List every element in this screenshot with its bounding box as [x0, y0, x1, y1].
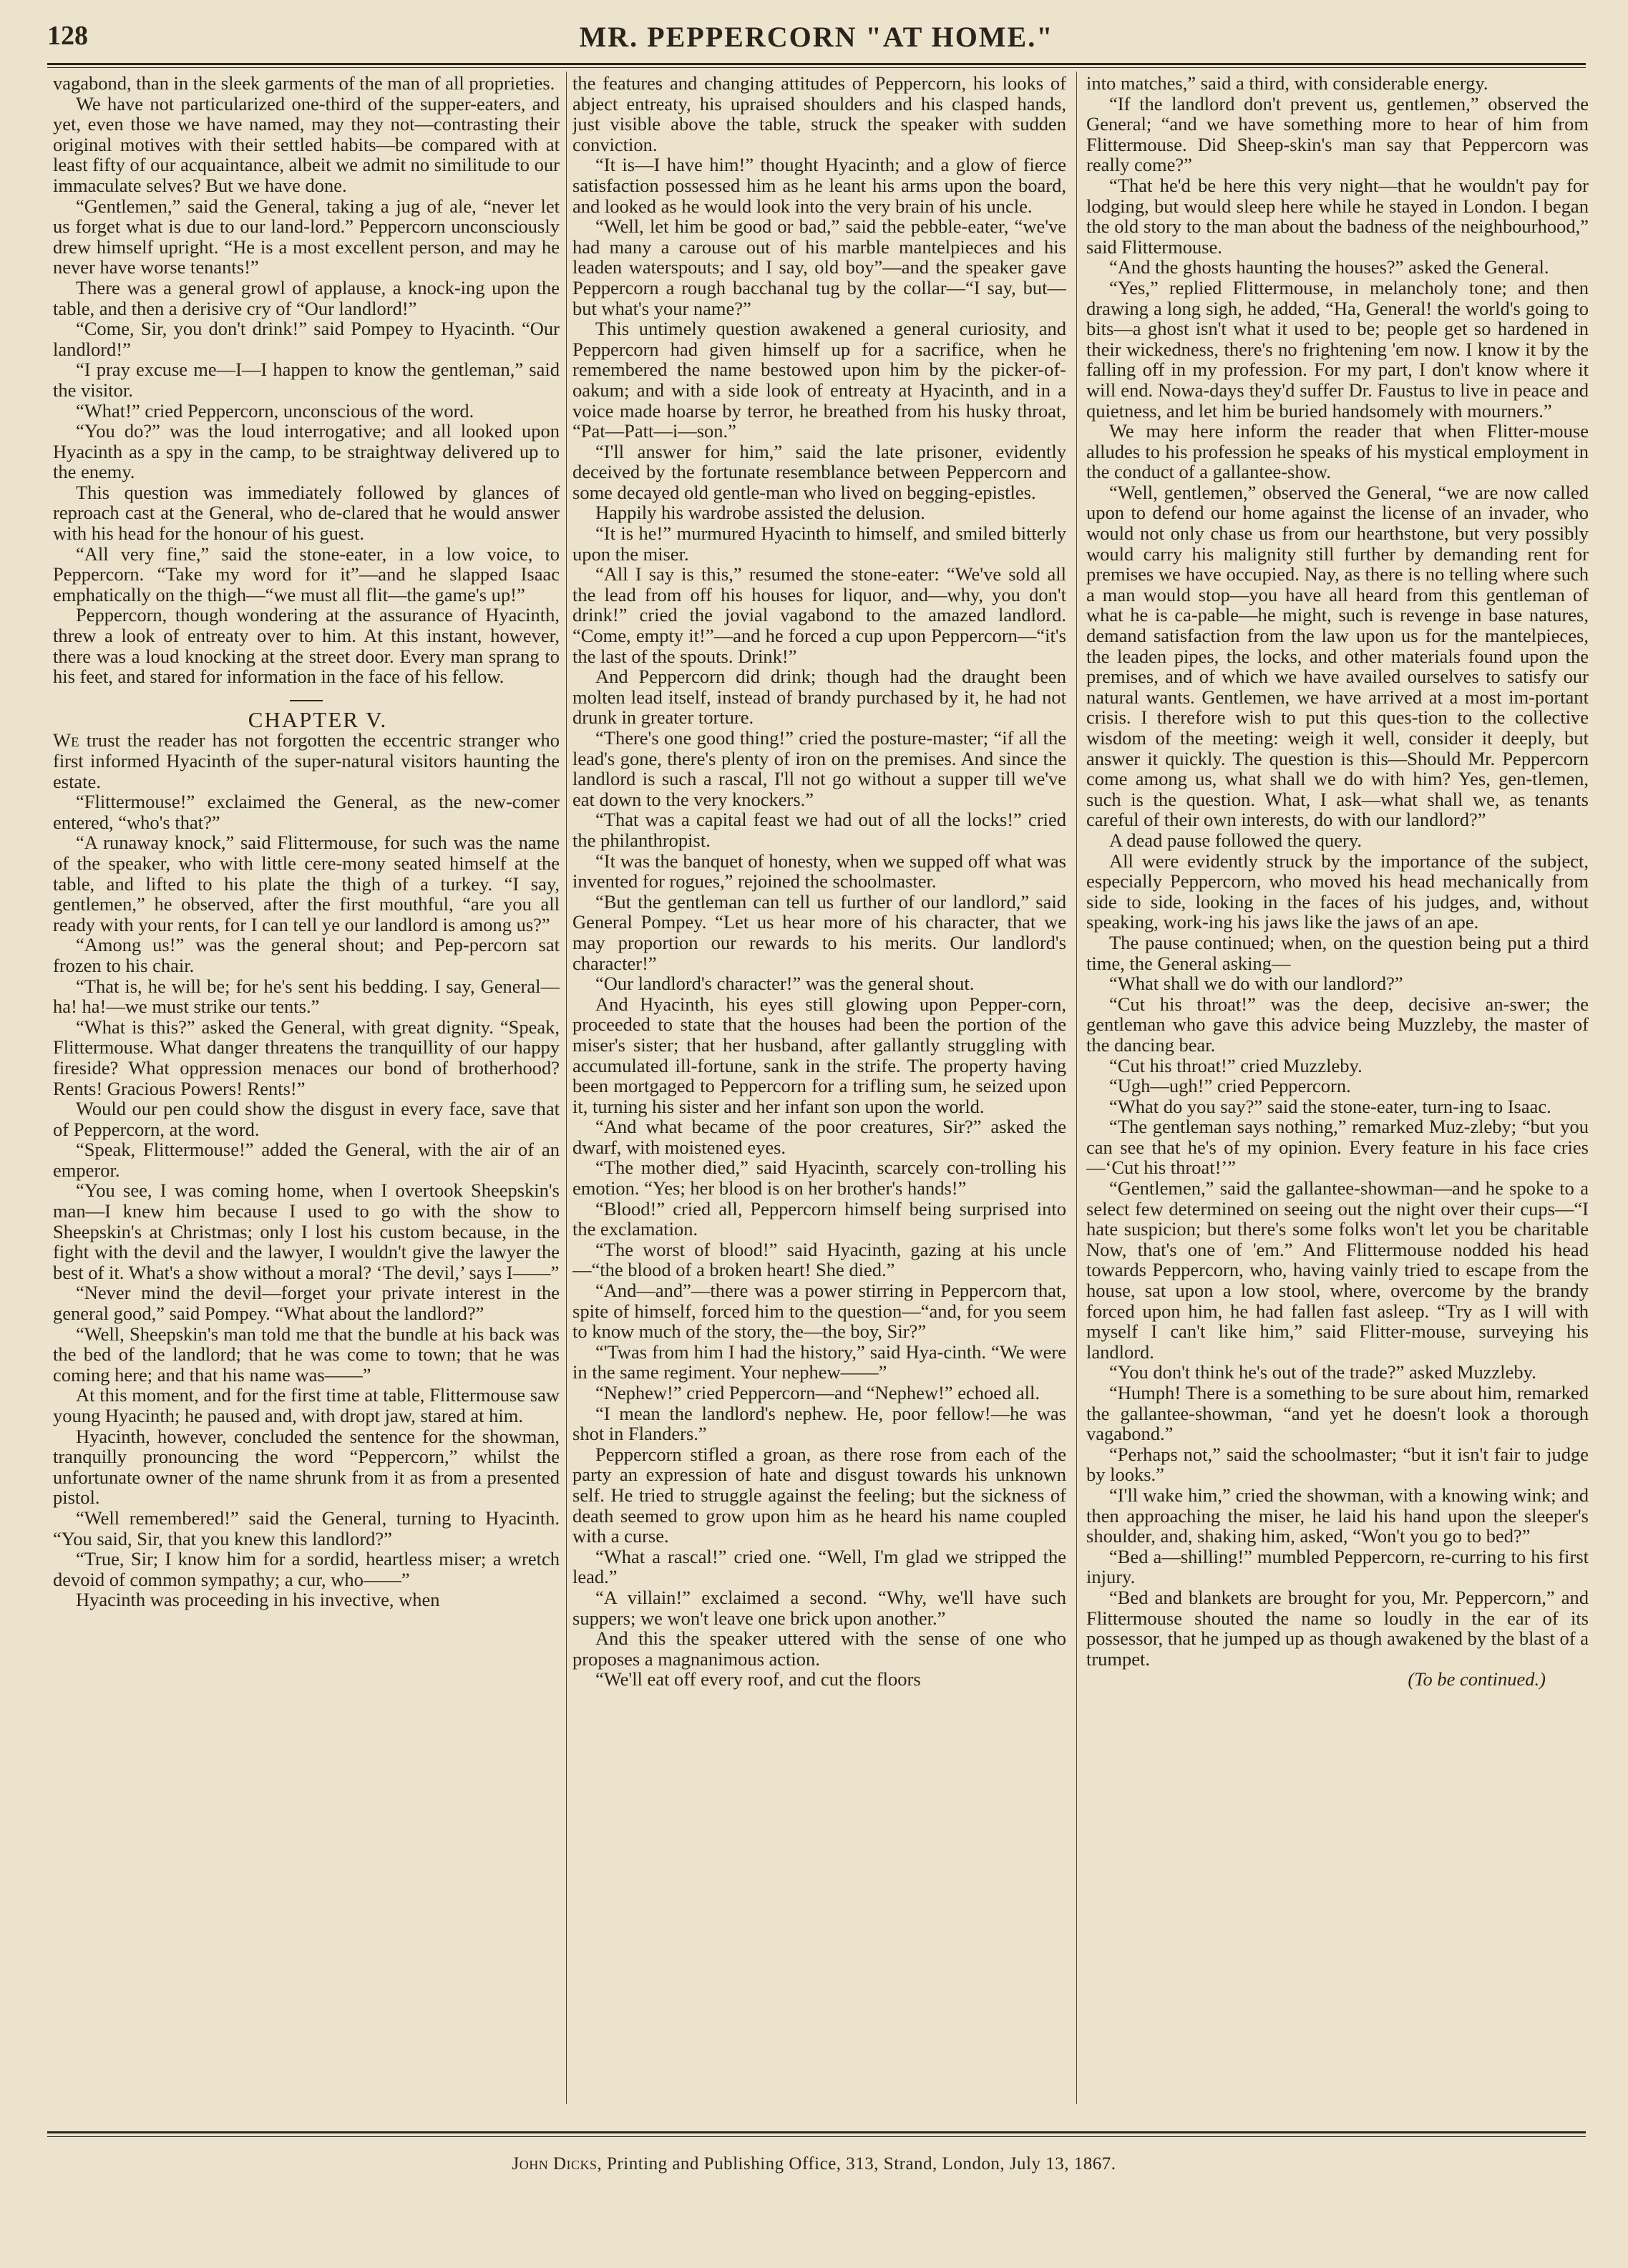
paragraph: Peppercorn stifled a groan, as there rose from each of the party an expression of hate and disgust towards his unknown self. He tried to struggle against the feeling; but the sickness of death seemed to grow upon him as he heard his name coupled with a curse.	[572, 1443, 1066, 1547]
publisher-name: John Dicks,	[512, 2154, 603, 2174]
page-header	[47, 14, 1586, 64]
chapter-divider	[290, 700, 323, 701]
paragraph: “Well, Sheepskin's man told me that the bundle at his back was the bed of the landlord; that he was come to town; that he was coming here; and that his name was——”	[53, 1323, 560, 1386]
paragraph: And Hyacinth, his eyes still glowing upon Pepper-corn, proceeded to state that the houses had been the portion of the miser's sister; that her husband, after gallantly struggling with accumulated ill-fortune, sank in the strife. The property having been mortgaged to Peppercorn for a trifling sum, he seized upon it, turning his sister and her infant son upon the world.	[572, 993, 1066, 1117]
page-number: 128	[47, 21, 88, 51]
paragraph: “All very fine,” said the stone-eater, in a low voice, to Peppercorn. “Take my word for it”—and he slapped Isaac emphatically on the thigh—“we must all flit—the game's up!”	[53, 542, 560, 605]
header-rule-thin	[47, 67, 1586, 68]
chapter-opening-word: We	[53, 729, 79, 751]
paragraph: “The worst of blood!” said Hyacinth, gazing at his uncle—“the blood of a broken heart! She died.”	[572, 1238, 1066, 1281]
paragraph: “The gentleman says nothing,” remarked Muz-zleby; “but you can see that he's of my opinion. Every feature in his face cries—‘Cut his throat!’”	[1086, 1116, 1589, 1179]
paragraph: We may here inform the reader that when Flitter-mouse alludes to his profession he speaks of his mystical employment in the conduct of a gallantee-show.	[1086, 420, 1589, 483]
paragraph: “What a rascal!” cried one. “Well, I'm glad we stripped the lead.”	[572, 1545, 1066, 1588]
paragraph: This untimely question awakened a general curiosity, and Peppercorn had given himself up for a sacrifice, when he remembered the name bestowed upon him by the picker-of-oakum; and with a side look of entreaty at Hyacinth, and in a voice made hoarse by terror, he breathed from his husky throat, “Pat—Patt—i—son.”	[572, 318, 1066, 442]
paragraph: “'Twas from him I had the history,” said Hya-cinth. “We were in the same regiment. Your nephew——”	[572, 1340, 1066, 1383]
paragraph: “Nephew!” cried Peppercorn—and “Nephew!” echoed all.	[595, 1382, 1040, 1403]
paragraph: “Gentlemen,” said the gallantee-showman—and he spoke to a select few determined on seeing out the night over their cups—“I hate suspicion; but there's some folks won't let you be charitable Now, that's one of 'em.” And Flittermouse nodded his head towards Peppercorn, who, having vainly tried to escape from the house, sat upon a low stool, where, overcome by the brandy forced upon him, he had fallen fast asleep. “Try as I will with myself I can't like him,” said Flitter-mouse, surveying his landlord.	[1086, 1177, 1589, 1363]
paragraph: A dead pause followed the query.	[1109, 829, 1362, 851]
paragraph: “We'll eat off every roof, and cut the floors	[595, 1668, 921, 1690]
paragraph: “But the gentleman can tell us further of our landlord,” said General Pompey. “Let us hear more of his character, that we may proportion our rewards to his merits. Our landlord's character!”	[572, 890, 1066, 974]
paragraph: “Never mind the devil—forget your private interest in the general good,” said Pompey. “What about the landlord?”	[53, 1282, 560, 1325]
paragraph: into matches,” said a third, with considerable energy.	[1086, 73, 1488, 94]
paragraph: vagabond, than in the sleek garments of the man of all proprieties.	[53, 73, 555, 94]
running-title: MR. PEPPERCORN "AT HOME."	[579, 21, 1054, 53]
paragraph: “It was the banquet of honesty, when we supped off what was invented for rogues,” rejoined the schoolmaster.	[572, 850, 1066, 892]
paragraph: Would our pen could show the disgust in every face, save that of Peppercorn, at the word.	[53, 1098, 560, 1140]
paragraph: “That was a capital feast we had out of all the locks!” cried the philanthropist.	[572, 809, 1066, 851]
paragraph: At this moment, and for the first time at table, Flittermouse saw young Hyacinth; he paused and, with dropt jaw, stared at him.	[53, 1384, 560, 1426]
paragraph: “Well, gentlemen,” observed the General, “we are now called upon to defend our home against the license of an invader, who would not only chase us from our hearthstone, but very possibly would carry his malignity still further by demanding rent for premises we have occupied. Nay, as there is no telling where such a man would stop—you have all heard from this gentleman of what he is ca-pable—he might, such is revenge in base natures, demand satisfaction from the law upon us for the mantelpieces, the leaden pipes, the locks, and other materials found upon the premises, and of which we have availed ourselves to satisfy our natural wants. Gentlemen, we have arrived at a most im-portant crisis. I therefore wish to put this ques-tion to the collective wisdom of the meeting: weigh it well, consider it deeply, but answer it quickly. The question is this—Should Mr. Peppercorn come among us, what shall we do with him? Yes, gen-tlemen, such is the question. What, I ask—what shall we, as tenants careful of their own interests, do with our landlord?”	[1086, 481, 1589, 831]
paragraph: “You don't think he's out of the trade?” asked Muzzleby.	[1109, 1361, 1536, 1383]
column-3	[1086, 73, 1589, 2106]
paragraph: the features and changing attitudes of Peppercorn, his looks of abject entreaty, his upraised shoulders and his clasped hands, just visible above the table, struck the speaker with sudden conviction.	[572, 73, 1066, 155]
paragraph: All were evidently struck by the importance of the subject, especially Peppercorn, who moved his head mechanically from side to side, looking in the faces of his judges, and, without speaking, work-ing his jaws like the jaws of an ape.	[1086, 850, 1589, 933]
paragraph: “What shall we do with our landlord?”	[1109, 973, 1403, 995]
paragraph: There was a general growl of applause, a knock-ing upon the table, and then a derisive cry of “Our landlord!”	[53, 276, 560, 319]
paragraph: “It is—I have him!” thought Hyacinth; and a glow of fierce satisfaction possessed him as he leant his arms upon the board, and looked as he would look into the very brain of his uncle.	[572, 154, 1066, 217]
paragraph: “Bed a—shilling!” mumbled Peppercorn, re-curring to his first injury.	[1086, 1545, 1589, 1588]
paragraph: “And—and”—there was a power stirring in Peppercorn that, spite of himself, forced him to the question—“and, for you seem to know much of the story, the—the boy, Sir?”	[572, 1280, 1066, 1343]
paragraph: Hyacinth, however, concluded the sentence for the showman, tranquilly pronouncing the word “Peppercorn,” whilst the unfortunate owner of the name shrunk from it as from a presented pistol.	[53, 1425, 560, 1509]
paragraph: “Perhaps not,” said the schoolmaster; “but it isn't fair to judge by looks.”	[1086, 1443, 1589, 1486]
paragraph: “It is he!” murmured Hyacinth to himself, and smiled bitterly upon the miser.	[572, 522, 1066, 565]
column-separator	[566, 72, 567, 2104]
paragraph: “And the ghosts haunting the houses?” asked the General.	[1109, 256, 1549, 278]
column-2	[572, 73, 1066, 2106]
paragraph: “What!” cried Peppercorn, unconscious of the word.	[76, 399, 474, 422]
paragraph: “All I say is this,” resumed the stone-eater: “We've sold all the lead from off his houses for liquor, and—why, you don't drink!” cried the jovial vagabond to the amazed landlord. “Come, empty it!”—and he forced a cup upon Peppercorn—“it's the last of the spouts. Drink!”	[572, 563, 1066, 667]
paragraph: “Come, Sir, you don't drink!” said Pompey to Hyacinth. “Our landlord!”	[53, 318, 560, 360]
footer-rule	[47, 2131, 1586, 2133]
paragraph: “True, Sir; I know him for a sordid, heartless miser; a wretch devoid of common sympathy; a cur, who——”	[53, 1548, 560, 1590]
paragraph: “Our landlord's character!” was the general shout.	[595, 973, 975, 995]
header-rule	[47, 63, 1586, 65]
paragraph: And this the speaker uttered with the sense of one who proposes a magnanimous action.	[572, 1627, 1066, 1670]
paragraph: “You see, I was coming home, when I overtook Sheepskin's man—I knew him because I used to go with the show to Sheepskin's at Christmas; only I lost his custom because, in the fight with the devil and the lawyer, I wouldn't give the lawyer the best of it. What's a show without a moral? ‘The devil,’ says I——”	[53, 1179, 560, 1283]
paragraph: “Blood!” cried all, Peppercorn himself being surprised into the exclamation.	[572, 1197, 1066, 1240]
column-separator	[1076, 72, 1077, 2104]
paragraph: Peppercorn, though wondering at the assurance of Hyacinth, threw a look of entreaty over to him. At this instant, however, there was a loud knocking at the street door. Every man sprang to his feet, and stared for information in the face of his fellow.	[53, 604, 560, 688]
paragraph: “You do?” was the loud interrogative; and all looked upon Hyacinth as a spy in the camp, to be straightway delivered up to the enemy.	[53, 420, 560, 483]
paragraph: “Gentlemen,” said the General, taking a jug of ale, “never let us forget what is due to our land-lord.” Peppercorn unconsciously drew himself upright. “He is a most excellent person, and may he never have worse tenants!”	[53, 195, 560, 278]
paragraph: “Yes,” replied Flittermouse, in melancholy tone; and then drawing a long sigh, he added, “Ha, General! the world's going to bits—a ghost isn't what it used to be; people get so hardened in their wickedness, there's no frightening 'em now. I know it by the falling off in my profession. For my part, I don't know where it will end. Nowa-days they'd suffer Dr. Faustus to live in peace and quietness, and let him be buried handsomely with mourners.”	[1086, 276, 1589, 422]
paragraph: “Among us!” was the general shout; and Pep-percorn sat frozen to his chair.	[53, 934, 560, 976]
paragraph: And Peppercorn did drink; though had the draught been molten lead itself, instead of brandy purchased by it, he had not drunk in greater torture.	[572, 666, 1066, 729]
paragraph: “I mean the landlord's nephew. He, poor fellow!—he was shot in Flanders.”	[572, 1402, 1066, 1445]
footer-rule-thin	[47, 2136, 1586, 2137]
paragraph: “That is, he will be; for he's sent his bedding. I say, General—ha! ha!—we must strike our tents.”	[53, 975, 560, 1018]
paragraph: “What is this?” asked the General, with great dignity. “Speak, Flittermouse. What danger threatens the tranquillity of our happy fireside? What oppression menaces our bond of brotherhood? Rents! Gracious Powers! Rents!”	[53, 1016, 560, 1099]
paragraph: “I pray excuse me—I—I happen to know the gentleman,” said the visitor.	[53, 359, 560, 401]
paragraph: The pause continued; when, on the question being put a third time, the General asking—	[1086, 931, 1589, 974]
paragraph: “I'll wake him,” cried the showman, with a knowing wink; and then approaching the miser, he laid his hand upon the sleeper's shoulder, and, shaking him, asked, “Won't you go to bed?”	[1086, 1484, 1589, 1547]
paragraph: “Flittermouse!” exclaimed the General, as the new-comer entered, “who's that?”	[53, 791, 560, 833]
paragraph: “That he'd be here this very night—that he wouldn't pay for lodging, but would sleep here while he stayed in London. I began the old story to the man about the badness of the neighbourhood,” said Flittermouse.	[1086, 174, 1589, 258]
to-be-continued: (To be continued.)	[1408, 1668, 1546, 1690]
paragraph: “If the landlord don't prevent us, gentlemen,” observed the General; “and we have something more to hear of him from Flittermouse. Did Sheep-skin's man say that Peppercorn was really come?”	[1086, 92, 1589, 176]
imprint-footer	[0, 2154, 1628, 2174]
paragraph: “The mother died,” said Hyacinth, scarcely con-trolling his emotion. “Yes; her blood is on her brother's hands!”	[572, 1157, 1066, 1199]
paragraph: “Cut his throat!” cried Muzzleby.	[1109, 1054, 1363, 1076]
chapter-opening-paragraph	[53, 730, 560, 792]
paragraph: “Well remembered!” said the General, turning to Hyacinth. “You said, Sir, that you knew this landlord?”	[53, 1507, 560, 1549]
paragraph: This question was immediately followed by glances of reproach cast at the General, who de-clared that he would answer with his head for the honour of his guest.	[53, 481, 560, 545]
paragraph: Happily his wardrobe assisted the delusion.	[595, 502, 925, 524]
paragraph: “And what became of the poor creatures, Sir?” asked the dwarf, with moistened eyes.	[572, 1116, 1066, 1158]
imprint-text: Printing and Publishing Office, 313, Strand, London, July 13, 1867.	[602, 2154, 1116, 2174]
column-1	[53, 73, 560, 2106]
paragraph: “There's one good thing!” cried the posture-master; “if all the lead's gone, there's plenty of iron on the premises. And since the landlord is such a rascal, I'll not go without a supper till we've eat down to the very knockers.”	[572, 727, 1066, 810]
chapter-heading: CHAPTER V.	[248, 706, 388, 732]
paragraph: “Speak, Flittermouse!” added the General, with the air of an emperor.	[53, 1139, 560, 1181]
paragraph: “A runaway knock,” said Flittermouse, for such was the name of the speaker, who with little cere-mony seated himself at the table, and lifted to his plate the thigh of a turkey. “I say, gentlemen,” he observed, after the first mouthful, “are you all ready with your rents, for I can tell ye our landlord is among us?”	[53, 832, 560, 935]
paragraph: “Humph! There is a something to be sure about him, remarked the gallantee-showman, “and yet he doesn't look a thorough vagabond.”	[1086, 1382, 1589, 1445]
paragraph: “What do you say?” said the stone-eater, turn-ing to Isaac.	[1109, 1095, 1551, 1117]
chapter-opening-text: trust the reader has not forgotten the eccentric stranger who first informed Hyacinth of the super-natural visitors haunting the estate.	[53, 729, 560, 792]
paragraph: “Well, let him be good or bad,” said the pebble-eater, “we've had many a carouse out of his marble mantelpieces and his leaden waterspouts; and I say, old boy”—and the speaker gave Peppercorn a rough bacchanal tug by the collar—“I say, but—but what's your name?”	[572, 215, 1066, 319]
paragraph: “Cut his throat!” was the deep, decisive an-swer; the gentleman who gave this advice being Muzzleby, the master of the dancing bear.	[1086, 993, 1589, 1056]
paragraph: We have not particularized one-third of the supper-eaters, and yet, even those we have named, may they not—contrasting their original motives with their settled habits—be compared with at least fifty of our acquaintance, albeit we admit no similitude to our immaculate selves? But we have done.	[53, 92, 560, 196]
paragraph: Hyacinth was proceeding in his invective, when	[76, 1589, 440, 1611]
paragraph: “I'll answer for him,” said the late prisoner, evidently deceived by the fortunate resemblance between Peppercorn and some decayed old gentle-man who lived on begging-epistles.	[572, 440, 1066, 503]
paragraph: “Bed and blankets are brought for you, Mr. Peppercorn,” and Flittermouse shouted the name so loudly in the ear of its possessor, that he jumped up as though awakened by the blast of a trumpet.	[1086, 1586, 1589, 1670]
paragraph: “Ugh—ugh!” cried Peppercorn.	[1109, 1075, 1351, 1097]
paragraph: “A villain!” exclaimed a second. “Why, we'll have such suppers; we won't leave one brick upon another.”	[572, 1586, 1066, 1629]
